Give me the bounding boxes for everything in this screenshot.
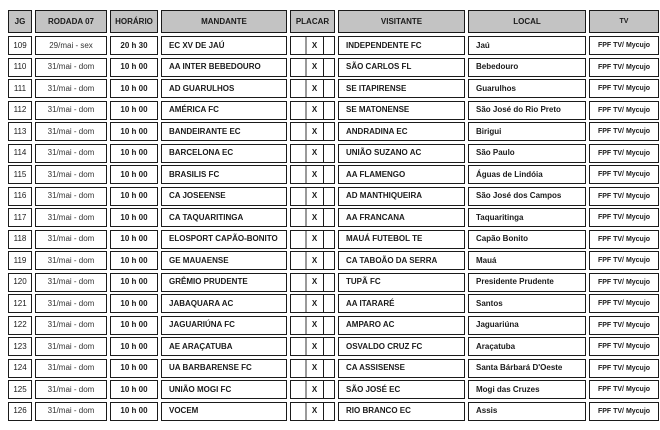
home-team-cell: AD GUARULHOS: [161, 79, 287, 98]
table-row: [8, 144, 659, 163]
home-score-cell: [291, 59, 307, 76]
home-team-cell: UA BARBARENSE FC: [161, 359, 287, 378]
match-date-cell: 31/mai - dom: [35, 251, 107, 270]
score-cell: [290, 36, 335, 55]
home-team-cell: AMÉRICA FC: [161, 101, 287, 120]
game-number-cell: 111: [8, 79, 32, 98]
score-x-separator: X: [307, 381, 324, 398]
home-score-cell: [291, 360, 307, 377]
away-team-cell: AD MANTHIQUEIRA: [338, 187, 465, 206]
game-number-cell: 115: [8, 165, 32, 184]
score-x-separator: X: [307, 102, 324, 119]
home-score-cell: [291, 123, 307, 140]
score-x-separator: X: [307, 209, 324, 226]
score-x-separator: X: [307, 231, 324, 248]
game-number-cell: 118: [8, 230, 32, 249]
score-cell: [290, 359, 335, 378]
match-date-cell: 31/mai - dom: [35, 101, 107, 120]
score-cell: [290, 58, 335, 77]
score-x-separator: X: [307, 252, 324, 269]
away-score-cell: [324, 274, 334, 291]
match-date-cell: 31/mai - dom: [35, 79, 107, 98]
tv-broadcast-cell: FPF TV/ Mycujo: [589, 58, 659, 77]
score-x-separator: X: [307, 274, 324, 291]
away-score-cell: [324, 102, 334, 119]
tv-broadcast-cell: FPF TV/ Mycujo: [589, 36, 659, 55]
away-team-cell: AA FRANCANA: [338, 208, 465, 227]
away-score-cell: [324, 338, 334, 355]
away-team-cell: SÃO CARLOS FL: [338, 58, 465, 77]
score-cell: [290, 230, 335, 249]
match-date-cell: 31/mai - dom: [35, 402, 107, 421]
match-date-cell: 31/mai - dom: [35, 294, 107, 313]
tv-broadcast-cell: FPF TV/ Mycujo: [589, 144, 659, 163]
venue-cell: São José dos Campos: [468, 187, 586, 206]
match-date-cell: 31/mai - dom: [35, 230, 107, 249]
table-row: [8, 230, 659, 249]
home-team-cell: VOCEM: [161, 402, 287, 421]
score-cell: [290, 251, 335, 270]
match-date-cell: 29/mai - sex: [35, 36, 107, 55]
away-score-cell: [324, 317, 334, 334]
tv-broadcast-cell: FPF TV/ Mycujo: [589, 251, 659, 270]
table-row: [8, 101, 659, 120]
away-score-cell: [324, 59, 334, 76]
venue-cell: Taquaritinga: [468, 208, 586, 227]
game-number-cell: 123: [8, 337, 32, 356]
match-time-cell: 10 h 00: [110, 359, 158, 378]
tv-broadcast-cell: FPF TV/ Mycujo: [589, 380, 659, 399]
table-row: [8, 36, 659, 55]
score-x-separator: X: [307, 338, 324, 355]
home-score-cell: [291, 102, 307, 119]
tv-broadcast-cell: FPF TV/ Mycujo: [589, 165, 659, 184]
away-score-cell: [324, 403, 334, 420]
match-time-cell: 10 h 00: [110, 337, 158, 356]
away-team-cell: MAUÁ FUTEBOL TE: [338, 230, 465, 249]
score-x-separator: X: [307, 403, 324, 420]
match-time-cell: 10 h 00: [110, 251, 158, 270]
match-time-cell: 10 h 00: [110, 122, 158, 141]
score-x-separator: X: [307, 317, 324, 334]
tv-broadcast-cell: FPF TV/ Mycujo: [589, 359, 659, 378]
match-date-cell: 31/mai - dom: [35, 359, 107, 378]
away-team-cell: CA ASSISENSE: [338, 359, 465, 378]
away-team-cell: UNIÃO SUZANO AC: [338, 144, 465, 163]
score-cell: [290, 144, 335, 163]
home-team-cell: CA TAQUARITINGA: [161, 208, 287, 227]
home-team-cell: AA INTER BEBEDOURO: [161, 58, 287, 77]
venue-cell: Jaguariúna: [468, 316, 586, 335]
score-x-separator: X: [307, 80, 324, 97]
venue-cell: Jaú: [468, 36, 586, 55]
venue-cell: Santos: [468, 294, 586, 313]
away-score-cell: [324, 123, 334, 140]
game-number-cell: 112: [8, 101, 32, 120]
tv-broadcast-cell: FPF TV/ Mycujo: [589, 402, 659, 421]
home-team-cell: ELOSPORT CAPÃO-BONITO: [161, 230, 287, 249]
score-x-separator: X: [307, 188, 324, 205]
home-team-cell: JAGUARIÚNA FC: [161, 316, 287, 335]
game-number-cell: 119: [8, 251, 32, 270]
away-team-cell: OSVALDO CRUZ FC: [338, 337, 465, 356]
away-score-cell: [324, 360, 334, 377]
score-x-separator: X: [307, 59, 324, 76]
score-cell: [290, 294, 335, 313]
away-score-cell: [324, 252, 334, 269]
match-date-cell: 31/mai - dom: [35, 380, 107, 399]
home-team-cell: BRASILIS FC: [161, 165, 287, 184]
score-cell: [290, 380, 335, 399]
game-number-cell: 113: [8, 122, 32, 141]
match-date-cell: 31/mai - dom: [35, 144, 107, 163]
header-visitante: VISITANTE: [338, 10, 465, 33]
home-team-cell: EC XV DE JAÚ: [161, 36, 287, 55]
away-team-cell: AA FLAMENGO: [338, 165, 465, 184]
score-cell: [290, 337, 335, 356]
table-row: [8, 402, 659, 421]
home-score-cell: [291, 403, 307, 420]
match-time-cell: 10 h 00: [110, 273, 158, 292]
home-team-cell: CA JOSEENSE: [161, 187, 287, 206]
tv-broadcast-cell: FPF TV/ Mycujo: [589, 294, 659, 313]
home-score-cell: [291, 188, 307, 205]
away-team-cell: AMPARO AC: [338, 316, 465, 335]
match-time-cell: 10 h 00: [110, 230, 158, 249]
home-score-cell: [291, 252, 307, 269]
home-score-cell: [291, 37, 307, 54]
home-team-cell: UNIÃO MOGI FC: [161, 380, 287, 399]
match-time-cell: 10 h 00: [110, 402, 158, 421]
home-score-cell: [291, 209, 307, 226]
home-score-cell: [291, 231, 307, 248]
game-number-cell: 124: [8, 359, 32, 378]
game-number-cell: 125: [8, 380, 32, 399]
table-row: [8, 208, 659, 227]
game-number-cell: 114: [8, 144, 32, 163]
score-cell: [290, 165, 335, 184]
match-date-cell: 31/mai - dom: [35, 337, 107, 356]
score-cell: [290, 316, 335, 335]
away-score-cell: [324, 209, 334, 226]
score-cell: [290, 122, 335, 141]
away-team-cell: SE MATONENSE: [338, 101, 465, 120]
score-x-separator: X: [307, 295, 324, 312]
tv-broadcast-cell: FPF TV/ Mycujo: [589, 79, 659, 98]
tv-broadcast-cell: FPF TV/ Mycujo: [589, 316, 659, 335]
score-x-separator: X: [307, 166, 324, 183]
table-row: [8, 251, 659, 270]
match-date-cell: 31/mai - dom: [35, 316, 107, 335]
home-team-cell: GE MAUAENSE: [161, 251, 287, 270]
match-time-cell: 20 h 30: [110, 36, 158, 55]
venue-cell: Bebedouro: [468, 58, 586, 77]
fixtures-table: [8, 10, 659, 423]
table-body: [8, 36, 659, 421]
tv-broadcast-cell: FPF TV/ Mycujo: [589, 337, 659, 356]
tv-broadcast-cell: FPF TV/ Mycujo: [589, 187, 659, 206]
venue-cell: Araçatuba: [468, 337, 586, 356]
home-score-cell: [291, 274, 307, 291]
match-time-cell: 10 h 00: [110, 187, 158, 206]
table-row: [8, 273, 659, 292]
table-row: [8, 165, 659, 184]
game-number-cell: 117: [8, 208, 32, 227]
match-date-cell: 31/mai - dom: [35, 273, 107, 292]
table-row: [8, 79, 659, 98]
away-score-cell: [324, 295, 334, 312]
home-team-cell: BANDEIRANTE EC: [161, 122, 287, 141]
game-number-cell: 122: [8, 316, 32, 335]
venue-cell: São Paulo: [468, 144, 586, 163]
match-time-cell: 10 h 00: [110, 316, 158, 335]
away-score-cell: [324, 37, 334, 54]
game-number-cell: 109: [8, 36, 32, 55]
tv-broadcast-cell: FPF TV/ Mycujo: [589, 208, 659, 227]
away-score-cell: [324, 145, 334, 162]
venue-cell: Presidente Prudente: [468, 273, 586, 292]
away-team-cell: SÃO JOSÉ EC: [338, 380, 465, 399]
header-mandante: MANDANTE: [161, 10, 287, 33]
venue-cell: Capão Bonito: [468, 230, 586, 249]
away-team-cell: AA ITARARÉ: [338, 294, 465, 313]
score-cell: [290, 79, 335, 98]
away-team-cell: INDEPENDENTE FC: [338, 36, 465, 55]
score-x-separator: X: [307, 360, 324, 377]
home-score-cell: [291, 145, 307, 162]
game-number-cell: 120: [8, 273, 32, 292]
home-score-cell: [291, 80, 307, 97]
venue-cell: Santa Bárbará D'Oeste: [468, 359, 586, 378]
table-row: [8, 187, 659, 206]
venue-cell: Guarulhos: [468, 79, 586, 98]
away-score-cell: [324, 231, 334, 248]
match-time-cell: 10 h 00: [110, 165, 158, 184]
match-date-cell: 31/mai - dom: [35, 58, 107, 77]
home-team-cell: GRÊMIO PRUDENTE: [161, 273, 287, 292]
tv-broadcast-cell: FPF TV/ Mycujo: [589, 230, 659, 249]
score-x-separator: X: [307, 145, 324, 162]
away-team-cell: SE ITAPIRENSE: [338, 79, 465, 98]
table-row: [8, 294, 659, 313]
score-cell: [290, 208, 335, 227]
header-rodada: RODADA 07: [35, 10, 107, 33]
match-time-cell: 10 h 00: [110, 79, 158, 98]
score-x-separator: X: [307, 123, 324, 140]
header-horario: HORÁRIO: [110, 10, 158, 33]
match-date-cell: 31/mai - dom: [35, 208, 107, 227]
home-team-cell: AE ARAÇATUBA: [161, 337, 287, 356]
home-score-cell: [291, 166, 307, 183]
match-date-cell: 31/mai - dom: [35, 187, 107, 206]
venue-cell: Assis: [468, 402, 586, 421]
header-local: LOCAL: [468, 10, 586, 33]
score-cell: [290, 402, 335, 421]
match-time-cell: 10 h 00: [110, 380, 158, 399]
game-number-cell: 116: [8, 187, 32, 206]
home-team-cell: BARCELONA EC: [161, 144, 287, 163]
venue-cell: Mauá: [468, 251, 586, 270]
table-row: [8, 122, 659, 141]
away-score-cell: [324, 381, 334, 398]
match-time-cell: 10 h 00: [110, 101, 158, 120]
away-score-cell: [324, 188, 334, 205]
tv-broadcast-cell: FPF TV/ Mycujo: [589, 273, 659, 292]
away-score-cell: [324, 80, 334, 97]
match-date-cell: 31/mai - dom: [35, 165, 107, 184]
table-row: [8, 337, 659, 356]
score-cell: [290, 273, 335, 292]
game-number-cell: 110: [8, 58, 32, 77]
away-team-cell: TUPÃ FC: [338, 273, 465, 292]
home-team-cell: JABAQUARA AC: [161, 294, 287, 313]
home-score-cell: [291, 381, 307, 398]
match-date-cell: 31/mai - dom: [35, 122, 107, 141]
home-score-cell: [291, 295, 307, 312]
header-tv: TV: [589, 10, 659, 33]
away-team-cell: RIO BRANCO EC: [338, 402, 465, 421]
table-header-row: [8, 10, 659, 33]
home-score-cell: [291, 338, 307, 355]
away-team-cell: ANDRADINA EC: [338, 122, 465, 141]
header-jg: JG: [8, 10, 32, 33]
score-cell: [290, 101, 335, 120]
table-row: [8, 58, 659, 77]
game-number-cell: 121: [8, 294, 32, 313]
table-row: [8, 380, 659, 399]
tv-broadcast-cell: FPF TV/ Mycujo: [589, 122, 659, 141]
match-time-cell: 10 h 00: [110, 208, 158, 227]
venue-cell: São José do Rio Preto: [468, 101, 586, 120]
venue-cell: Mogi das Cruzes: [468, 380, 586, 399]
home-score-cell: [291, 317, 307, 334]
score-x-separator: X: [307, 37, 324, 54]
match-time-cell: 10 h 00: [110, 294, 158, 313]
away-team-cell: CA TABOÃO DA SERRA: [338, 251, 465, 270]
venue-cell: Águas de Lindóia: [468, 165, 586, 184]
match-time-cell: 10 h 00: [110, 144, 158, 163]
game-number-cell: 126: [8, 402, 32, 421]
venue-cell: Birigui: [468, 122, 586, 141]
table-row: [8, 316, 659, 335]
header-placar: PLACAR: [290, 10, 335, 33]
table-row: [8, 359, 659, 378]
away-score-cell: [324, 166, 334, 183]
match-time-cell: 10 h 00: [110, 58, 158, 77]
tv-broadcast-cell: FPF TV/ Mycujo: [589, 101, 659, 120]
score-cell: [290, 187, 335, 206]
